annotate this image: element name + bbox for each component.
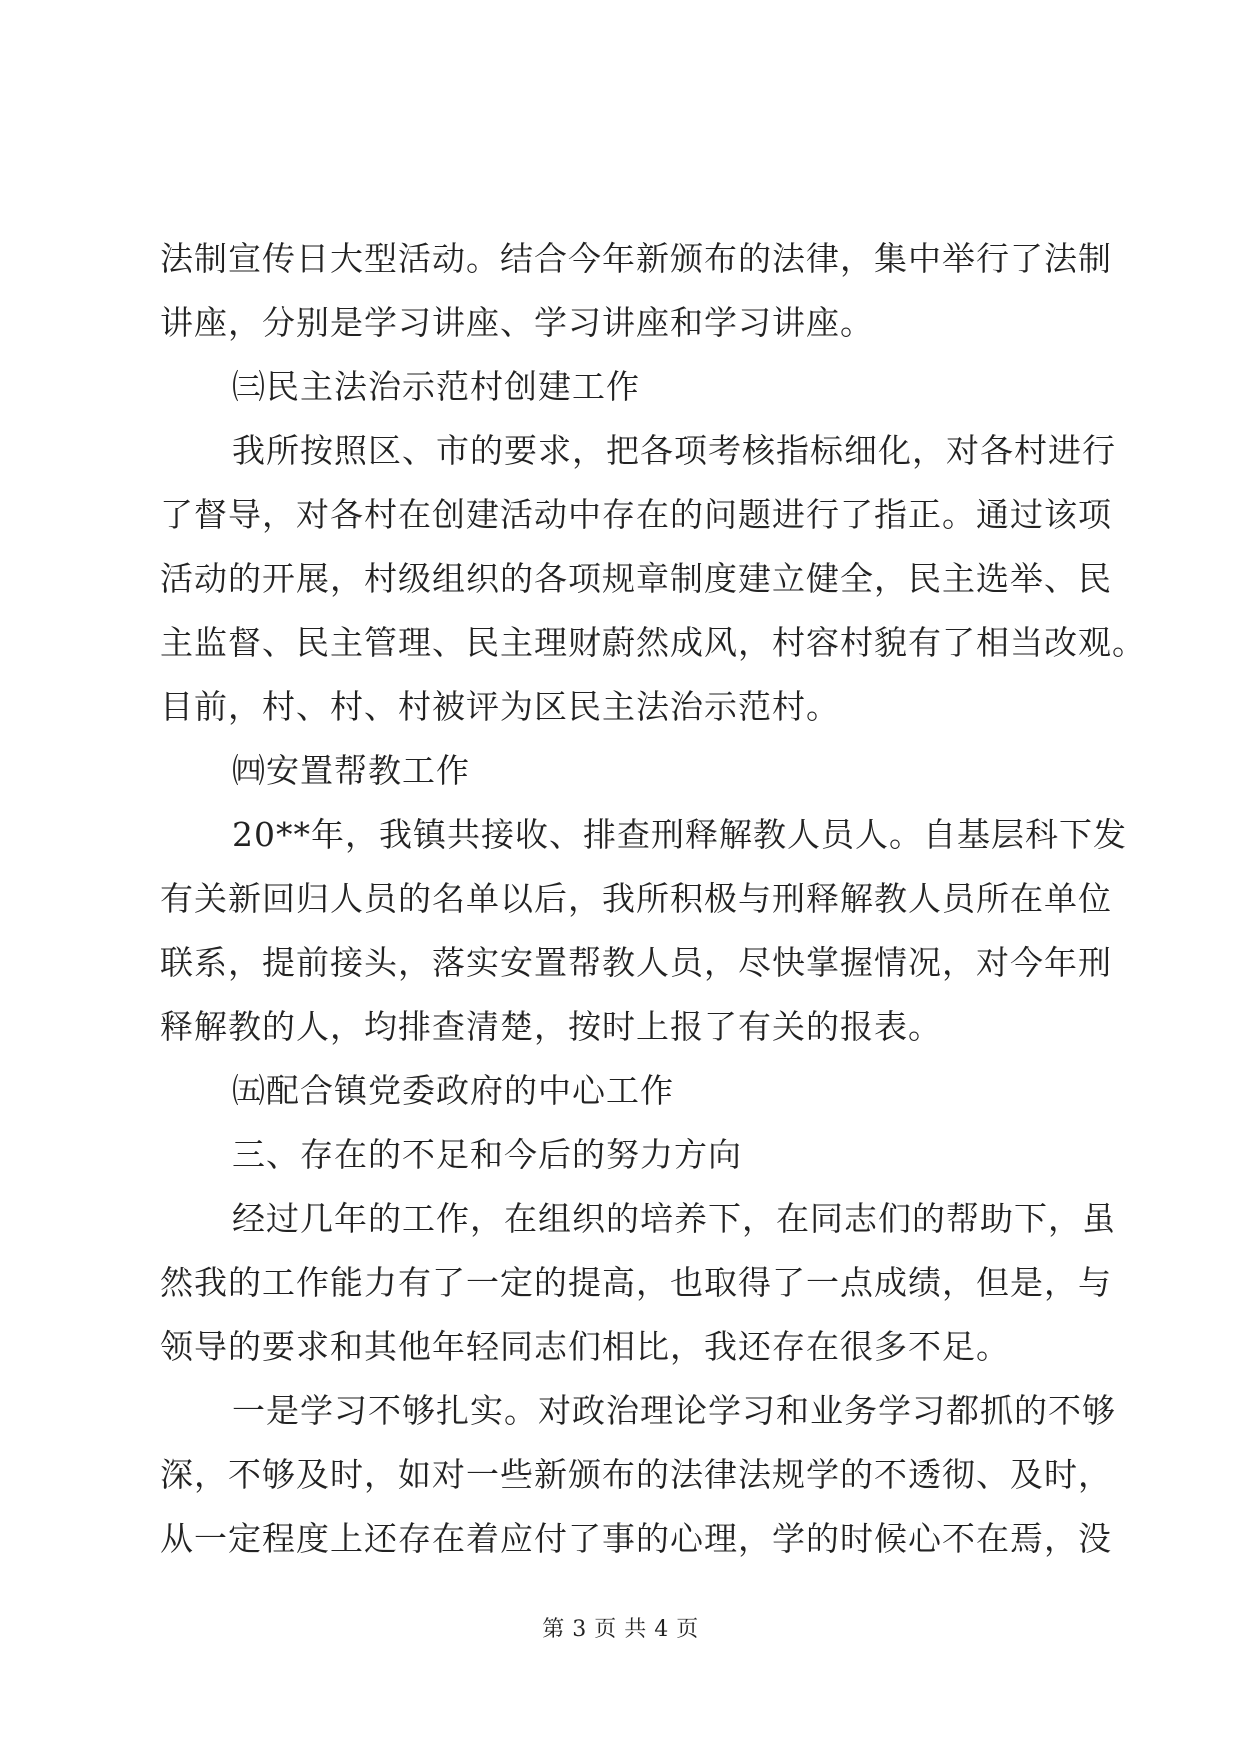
text-line: 讲座，分别是学习讲座、学习讲座和学习讲座。 (160, 303, 874, 342)
text-line: 主监督、民主管理、民主理财蔚然成风，村容村貌有了相当改观。 (160, 623, 1146, 662)
page-number-footer: 第 3 页 共 4 页 (542, 1617, 699, 1642)
section-heading: 三、存在的不足和今后的努力方向 (232, 1135, 742, 1174)
text-line: 目前，村、村、村被评为区民主法治示范村。 (160, 687, 840, 726)
paragraph-first-line: 一是学习不够扎实。对政治理论学习和业务学习都抓的不够 (232, 1391, 1116, 1430)
text-line: 联系，提前接头，落实安置帮教人员，尽快掌握情况，对今年刑 (160, 943, 1112, 982)
paragraph-first-line: 20**年，我镇共接收、排查刑释解教人员人。自基层科下发 (232, 815, 1127, 854)
text-line: 然我的工作能力有了一定的提高，也取得了一点成绩，但是，与 (160, 1263, 1112, 1302)
paragraph-first-line: 经过几年的工作，在组织的培养下，在同志们的帮助下，虽 (232, 1199, 1116, 1238)
text-line: 领导的要求和其他年轻同志们相比，我还存在很多不足。 (160, 1327, 1010, 1366)
section-heading: ㈢民主法治示范村创建工作 (232, 367, 640, 406)
text-line: 深，不够及时，如对一些新颁布的法律法规学的不透彻、及时， (160, 1455, 1112, 1494)
paragraph-first-line: 我所按照区、市的要求，把各项考核指标细化，对各村进行 (232, 431, 1116, 470)
text-line: 有关新回归人员的名单以后，我所积极与刑释解教人员所在单位 (160, 879, 1112, 918)
text-line: 了督导，对各村在创建活动中存在的问题进行了指正。通过该项 (160, 495, 1112, 534)
section-heading: ㈤配合镇党委政府的中心工作 (232, 1071, 674, 1110)
text-line: 法制宣传日大型活动。结合今年新颁布的法律，集中举行了法制 (160, 239, 1112, 278)
text-line: 释解教的人，均排查清楚，按时上报了有关的报表。 (160, 1007, 942, 1046)
section-heading: ㈣安置帮教工作 (232, 751, 470, 790)
document-body (160, 227, 1146, 1571)
text-line: 活动的开展，村级组织的各项规章制度建立健全，民主选举、民 (160, 559, 1112, 598)
text-line: 从一定程度上还存在着应付了事的心理，学的时候心不在焉，没 (160, 1519, 1112, 1558)
